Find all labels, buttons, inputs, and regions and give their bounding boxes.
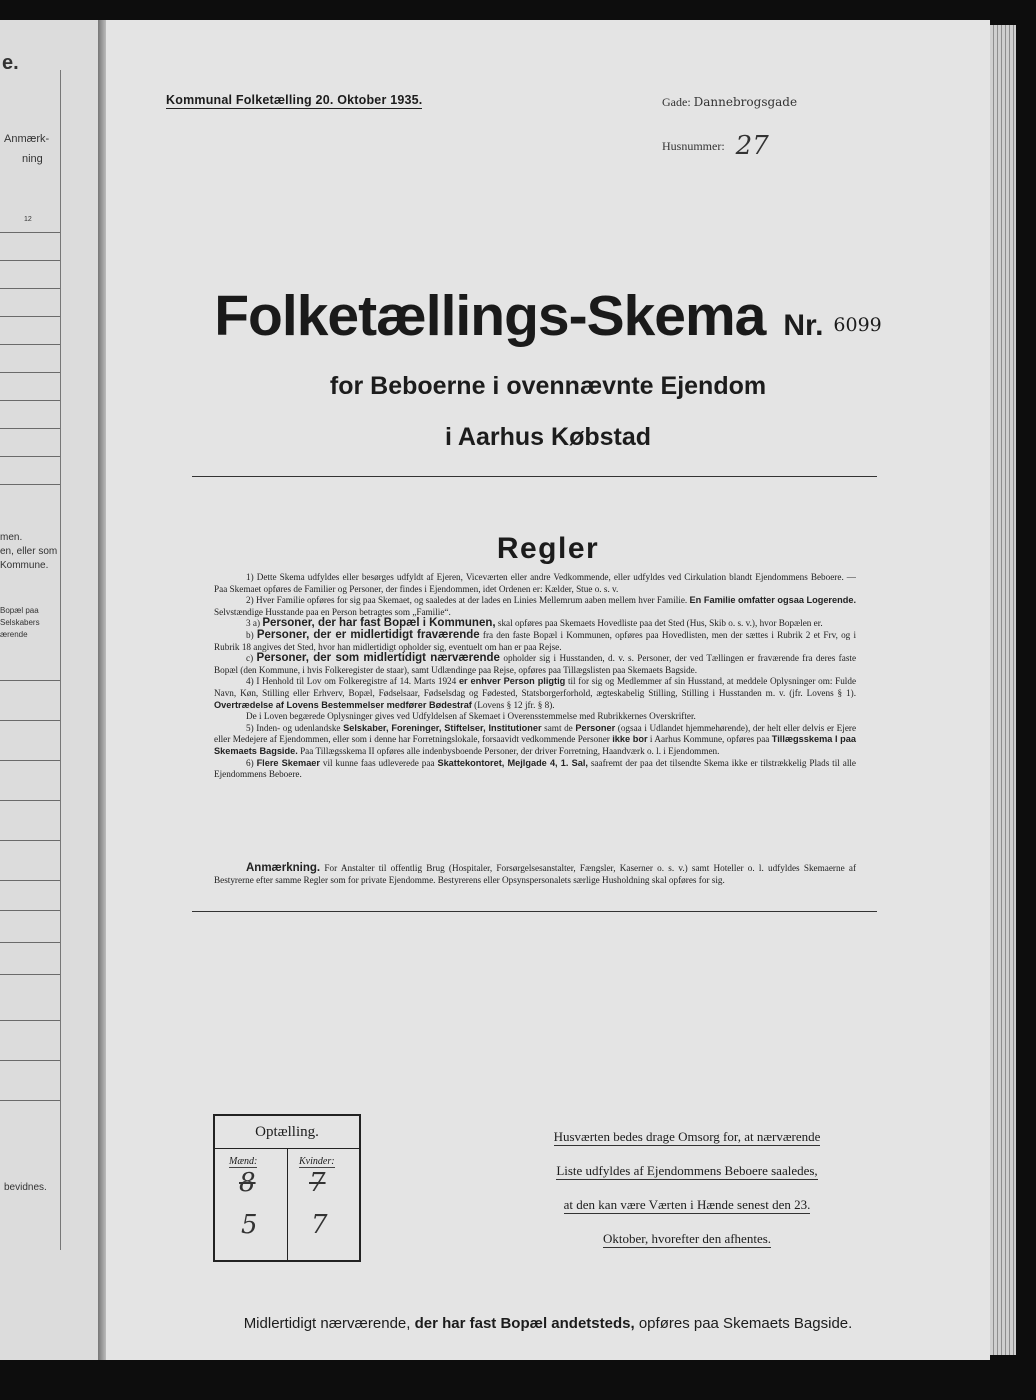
remark-text: For Anstalter til offentlig Brug (Hospitaler, Forsørgelsesanstalter, Fængsler, Kaserner o. s. v.) samt Hoteller o. l. udfyldes Skemaerne af Bestyrerne efter samme Regler som for private Ejendomme. Bestyrerens eller Opsynspersonalets særlige Husholdning skal opføres for sig. <box>214 863 857 885</box>
men-count: 5 <box>241 1210 258 1240</box>
remark-label: Anmærkning. <box>246 862 321 874</box>
left-page-fragment: 12 <box>24 216 32 223</box>
count-box <box>213 1114 361 1262</box>
rule-5: 5) Inden- og udenlandske Selskaber, Foreninger, Stiftelser, Institutioner samt de Personer (ogsaa i Udlandet hjemmehørende), der helt eller delvis er Ejere eller Medejere af Ejendommen, eller som i denne har Forretningslokale, forsaavidt vedkommende Personer ikke bor i Aarhus Kommune, opføres paa Tillægsskema I paa Skemaets Bagside. Paa Tillægsskema II opføres alle indenbysboende Personer, der driver Forretning, Haandværk o. l. i Ejendommen. <box>214 722 857 756</box>
left-page-rule <box>0 800 60 801</box>
left-page-rule <box>0 344 60 345</box>
left-page-rule <box>0 372 60 373</box>
landlord-notice <box>514 1120 860 1256</box>
left-page-fragment: ning <box>22 153 43 165</box>
left-page-fragment: men. <box>0 532 23 543</box>
left-page-rule <box>0 974 60 975</box>
divider <box>192 911 877 912</box>
form-title <box>106 283 990 349</box>
street-value: Dannebrogsgade <box>693 95 798 109</box>
rules-text <box>214 572 856 781</box>
divider <box>192 476 877 477</box>
left-page-rule <box>0 880 60 881</box>
count-divider <box>287 1148 288 1260</box>
notice-line: Liste udfyldes af Ejendommens Beboere saaledes, <box>556 1163 818 1178</box>
left-page-fragment: e. <box>2 52 19 74</box>
rule-3c: c) Personer, der som midlertidigt nærværende opholder sig i Husstanden, d. v. s. Personer, der ved Tællingen er fraværende fra deres faste Bopæl (den Kommune, i hvis Folkeregister de staar), samt Udlændinge paa Rejse, opføres paa Tillægslisten paa Skemaets Bagside. <box>214 652 857 675</box>
left-page-fragment: Selskabers <box>0 618 40 627</box>
left-page-rule <box>0 760 60 761</box>
left-page-fragment: ærende <box>0 630 28 639</box>
left-page-rule <box>0 428 60 429</box>
rule-4: 4) I Henhold til Lov om Folkeregistre af 14. Marts 1924 er enhver Person pligtig til for sig og Medlemmer af sin Husstand, at meddele Oplysninger om: Fulde Navn, Køn, Stilling eller Erhverv, Bopæl, Fødselsaar, Fødselsdag og Fødested, Statsborgerforhold, ægteskabelig Stilling, Stilling i Husstanden m. v. (jfr. Lovens § 1). Overtrædelse af Lovens Bestemmelser medfører Bødestraf (Lovens § 12 jfr. § 8). <box>214 676 857 710</box>
census-form-page <box>106 20 990 1360</box>
notice-line: at den kan være Værten i Hænde senest den 23. <box>563 1197 811 1212</box>
left-page-rule <box>0 680 60 681</box>
census-header: Kommunal Folketælling 20. Oktober 1935. <box>166 93 423 107</box>
count-heading: Optælling. <box>215 1116 359 1149</box>
left-page-rule <box>0 400 60 401</box>
street-label: Gade: <box>662 95 691 109</box>
notice-line: Oktober, hvorefter den afhentes. <box>602 1231 772 1246</box>
rule-1: 1) Dette Skema udfyldes eller besørges udfyldt af Ejeren, Viceværten eller andre Vedkommende, eller udfyldes ved Cirkulation blandt Ejendommens Beboere. — Paa Skemaet opføres de Familier og Personer, der findes i Ejendommen, idet Ordenen er: Kælder, Stue o. s. v. <box>214 572 856 594</box>
women-count-struck: 7 <box>309 1168 326 1198</box>
left-page-rule <box>0 316 60 317</box>
women-label: Kvinder: <box>299 1156 335 1167</box>
left-page-fragment: en, eller som <box>0 546 58 557</box>
notice-line: Husværten bedes drage Omsorg for, at nærværende <box>553 1129 821 1144</box>
form-location: i Aarhus Købstad <box>444 423 652 451</box>
left-page-column-line <box>60 70 61 1250</box>
men-label: Mænd: <box>229 1156 258 1167</box>
form-number-value: 6099 <box>833 314 882 336</box>
left-page-rule <box>0 232 60 233</box>
women-count: 7 <box>311 1210 328 1240</box>
page-stack-edges <box>990 25 1016 1355</box>
left-page-fragment: Anmærk- <box>4 133 50 145</box>
left-page-rule <box>0 720 60 721</box>
rule-3b: b) Personer, der er midlertidigt fraværende fra den faste Bopæl i Kommunen, opføres paa Hovedlisten, men der sættes i Rubrik 2 et Frv, og i Rubrik 18 angives det Sted, hvor han midlertidigt opholder sig, eventuelt om han er paa Rejse. <box>214 628 857 652</box>
rule-2: 2) Hver Familie opføres for sig paa Skemaet, og saaledes at der lades en Linies Mellemrum aaben mellem hver Familie. En Familie omfatter ogsaa Logerende. Selvstændige Husstande paa en Person betragtes som „Familie“. <box>214 595 857 617</box>
remark-paragraph <box>214 863 856 886</box>
book-gutter <box>98 20 106 1360</box>
left-page-rule <box>0 288 60 289</box>
left-page-fragment: bevidnes. <box>4 1182 47 1193</box>
left-page-rule <box>0 484 60 485</box>
left-page-rule <box>0 260 60 261</box>
left-page-rule <box>0 1060 60 1061</box>
left-page-rule <box>0 1100 60 1101</box>
street-field <box>662 95 797 110</box>
footer-note: Midlertidigt nærværende, der har fast Bopæl andetsteds, opføres paa Skemaets Bagside. <box>243 1315 853 1332</box>
left-page-rule <box>0 910 60 911</box>
house-number-label: Husnummer: <box>662 139 725 153</box>
men-count-struck: 8 <box>239 1168 256 1198</box>
left-facing-page <box>0 20 99 1360</box>
rule-6: 6) Flere Skemaer vil kunne faas udleverede paa Skattekontoret, Mejlgade 4, 1. Sal, saafremt der paa det tilsendte Skema ikke er tilstrækkelig Plads til alle Ejendommens Beboere. <box>214 757 857 780</box>
rules-heading: Regler <box>496 532 600 565</box>
left-page-fragment: Bopæl paa <box>0 606 39 615</box>
left-page-rule <box>0 1020 60 1021</box>
house-number-value: 27 <box>735 131 769 161</box>
form-number-label: Nr. <box>783 309 824 342</box>
left-page-rule <box>0 456 60 457</box>
left-page-fragment: Kommune. <box>0 560 49 571</box>
left-page-rule <box>0 942 60 943</box>
house-number-field <box>662 131 769 161</box>
form-title-main: Folketællings-Skema <box>214 284 766 348</box>
rule-3a: 3 a) Personer, der har fast Bopæl i Kommunen, skal opføres paa Skemaets Hovedliste paa det Sted (Hus, Skib o. s. v.), hvor Bopælen er. <box>246 617 823 630</box>
form-subtitle: for Beboerne i ovennævnte Ejendom <box>329 372 767 400</box>
rule-4-note: De i Loven begærede Oplysninger gives ved Udfyldelsen af Skemaet i Overensstemmelse med Rubrikkernes Overskrifter. <box>246 711 696 722</box>
left-page-rule <box>0 840 60 841</box>
